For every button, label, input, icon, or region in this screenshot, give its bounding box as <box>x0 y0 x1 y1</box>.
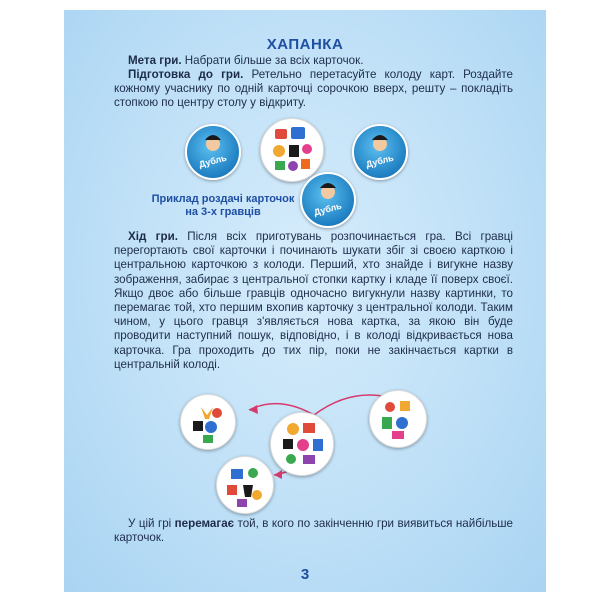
card-pictures <box>217 457 273 513</box>
preparation-label: Підготовка до гри. <box>128 68 244 81</box>
winner-text-after: той, в кого по закінченню гри виявиться найбільше карточок. <box>114 517 513 545</box>
goal-label: Мета гри. <box>128 54 182 67</box>
player-card-bottom <box>216 456 274 514</box>
preparation-text: Ретельно перетасуйте колоду карт. Роздайте кожному учаснику по одній карточці сорочкою вверх, решту – покладіть стопкою по центру столу у відкриту. <box>114 68 513 110</box>
caption-line-2: на 3-х гравців <box>185 206 261 218</box>
gameplay-paragraph <box>114 230 513 372</box>
player-card-left <box>180 394 236 450</box>
card-back-art <box>302 174 354 226</box>
page <box>64 10 546 592</box>
card-back-logo: Дубль <box>312 200 343 218</box>
card-pictures <box>261 119 323 181</box>
winner-bold: перемагає <box>174 517 235 530</box>
winner-paragraph <box>114 517 513 545</box>
player-card-back-bottom <box>300 172 356 228</box>
card-back-art <box>354 126 406 178</box>
page-number: 3 <box>300 566 310 583</box>
card-back-logo: Дубль <box>364 152 395 170</box>
player-card-back-right <box>352 124 408 180</box>
card-back-art <box>187 126 239 178</box>
central-card <box>270 412 334 476</box>
gameplay-text: Після всіх приготувань розпочинається гра. Всі гравці перегортають свої карточки і починають шукати збіг зі своєю карткою і центральною карточкою з колоди. Перший, хто знайде і вигукне назву зображення, забирає з центральної стопки картку і кладе її поверх своєї. Якщо двоє або більше гравців одночасно вигукнули назву картинки, то перемагає той, хто першим вхопив карточку з центральної колоди. Таким чином, у цього гравця з'являється нова картка, за якою він буде проводити наступний пошук, відповідно, і в колоді відкривається нова карточка. Гра проходить до тих пір, поки не закінчається картки в центральній колоді. <box>114 230 514 371</box>
winner-text-before: У цій грі <box>128 517 175 530</box>
player-card-right <box>369 390 427 448</box>
central-deck-card <box>260 118 324 182</box>
preparation-paragraph <box>114 68 513 111</box>
gameplay-label: Хід гри. <box>128 230 178 243</box>
card-pictures <box>370 391 426 447</box>
arrow-head <box>274 470 282 479</box>
caption-line-1: Приклад роздачі карточок <box>151 193 295 205</box>
example-caption <box>148 193 298 219</box>
goal-paragraph <box>114 54 513 68</box>
goal-text: Набрати більше за всіх карточок. <box>181 54 364 67</box>
card-pictures <box>181 395 235 449</box>
card-back-logo: Дубль <box>197 152 228 170</box>
player-card-back-left <box>185 124 241 180</box>
card-pictures <box>271 413 333 475</box>
arrow-head <box>249 405 258 414</box>
page-title: ХАПАНКА <box>266 36 344 53</box>
